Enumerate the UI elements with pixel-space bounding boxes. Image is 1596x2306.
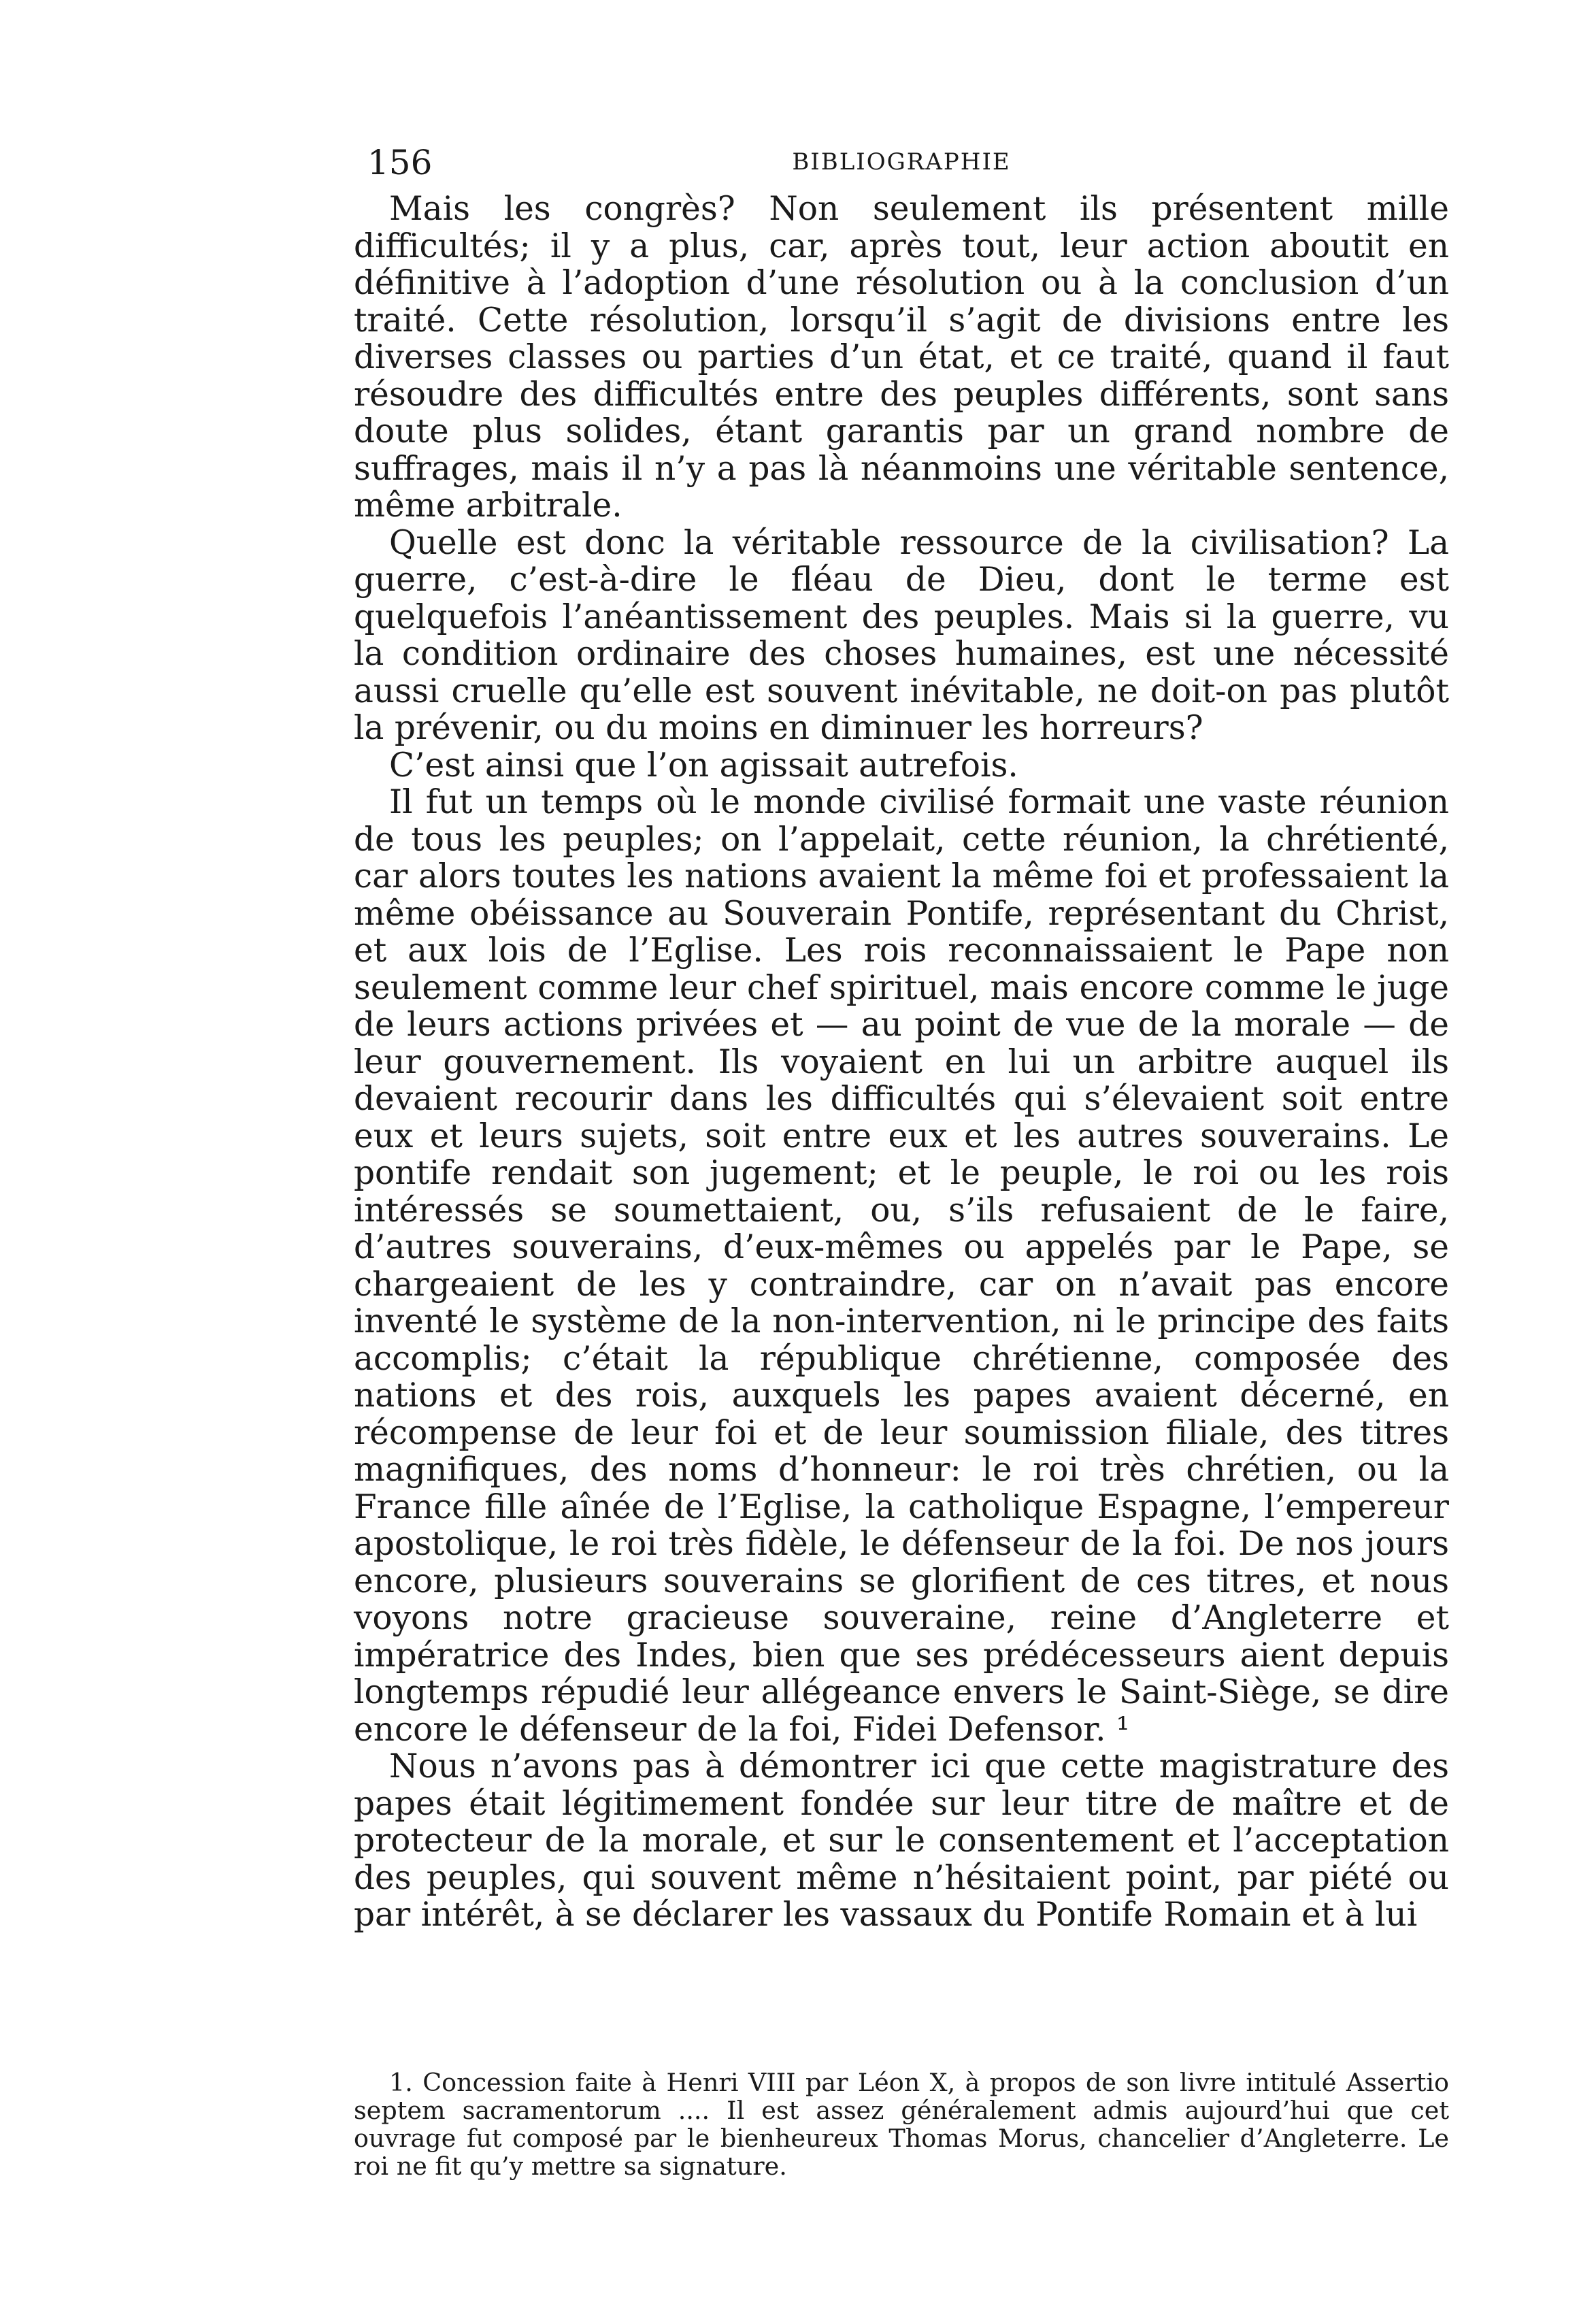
book-page	[354, 143, 1449, 2181]
paragraph-chretiente: Il fut un temps où le monde civilisé formait une vaste réunion de tous les peuples; on l’appelait, cette réunion, la chrétienté, car alors toutes les nations avaient la même foi et professaient la même obéissance au Souverain Pontife, représentant du Christ, et aux lois de l’Eglise. Les rois reconnaissaient le Pape non seulement comme leur chef spirituel, mais encore comme le juge de leurs actions privées et — au point de vue de la morale — de leur gouvernement. Ils voyaient en lui un arbitre auquel ils devaient recourir dans les difficultés qui s’élevaient soit entre eux et leurs sujets, soit entre eux et les autres souverains. Le pontife rendait son jugement; et le peuple, le roi ou les rois intéressés se soumettaient, ou, s’ils refusaient de le faire, d’autres souverains, d’eux-mêmes ou appelés par le Pape, se chargeaient de les y contraindre, car on n’avait pas encore inventé le système de la non-intervention, ni le principe des faits accomplis; c’était la république chrétienne, composée des nations et des rois, auxquels les papes avaient décerné, en récompense de leur foi et de leur soumission filiale, des titres magnifiques, des noms d’honneur: le roi très chrétien, ou la France fille aînée de l’Eglise, la catholique Espagne, l’empereur apostolique, le roi très fidèle, le défenseur de la foi. De nos jours encore, plusieurs souverains se glorifient de ces titres, et nous voyons notre gracieuse souveraine, reine d’Angleterre et impératrice des Indes, bien que ses prédécesseurs aient depuis longtemps répudié leur allégeance envers le Saint-Siège, se dire encore le défenseur de la foi, Fidei Defensor. ¹	[354, 783, 1449, 1749]
paragraph-autrefois: C’est ainsi que l’on agissait autrefois.	[389, 746, 1018, 785]
paragraph-guerre: Quelle est donc la véritable ressource de la civilisation? La guerre, c’est-à-dire le fléau de Dieu, dont le terme est quelquefois l’anéantissement des peuples. Mais si la guerre, vu la condition ordinaire des choses humaines, est une nécessité aussi cruelle qu’elle est souvent inévitable, ne doit-on pas plutôt la prévenir, ou du moins en diminuer les horreurs?	[354, 523, 1449, 747]
body-text	[354, 191, 1449, 1934]
paragraph-congres: Mais les congrès? Non seulement ils présentent mille difficultés; il y a plus, car, après tout, leur action aboutit en définitive à l’adoption d’une résolution ou à la conclusion d’un traité. Cette résolution, lorsqu’il s’agit de divisions entre les diverses classes ou parties d’un état, et ce traité, quand il faut résoudre des difficultés entre des peuples différents, sont sans doute plus solides, étant garantis par un grand nombre de suffrages, mais il n’y a pas là néanmoins une véritable sentence, même arbitrale.	[354, 190, 1449, 525]
footnote: 1. Concession faite à Henri VIII par Léon X, à propos de son livre intitulé Assertio septem sacramentorum .... Il est assez généralement admis aujourd’hui que cet ouvrage fut composé par le bienheureux Thomas Morus, chancelier d’Angleterre. Le roi ne fit qu’y mettre sa signature.	[354, 2068, 1449, 2181]
page-number: 156	[367, 143, 433, 182]
running-title: BIBLIOGRAPHIE	[792, 148, 1011, 176]
page-header	[354, 143, 1449, 191]
paragraph-magistrature: Nous n’avons pas à démontrer ici que cette magistrature des papes était légitimement fondée sur leur titre de maître et de protecteur de la morale, et sur le consentement et l’acceptation des peuples, qui souvent même n’hésitaient point, par piété ou par intérêt, à se déclarer les vassaux du Pontife Romain et à lui	[354, 1747, 1449, 1934]
